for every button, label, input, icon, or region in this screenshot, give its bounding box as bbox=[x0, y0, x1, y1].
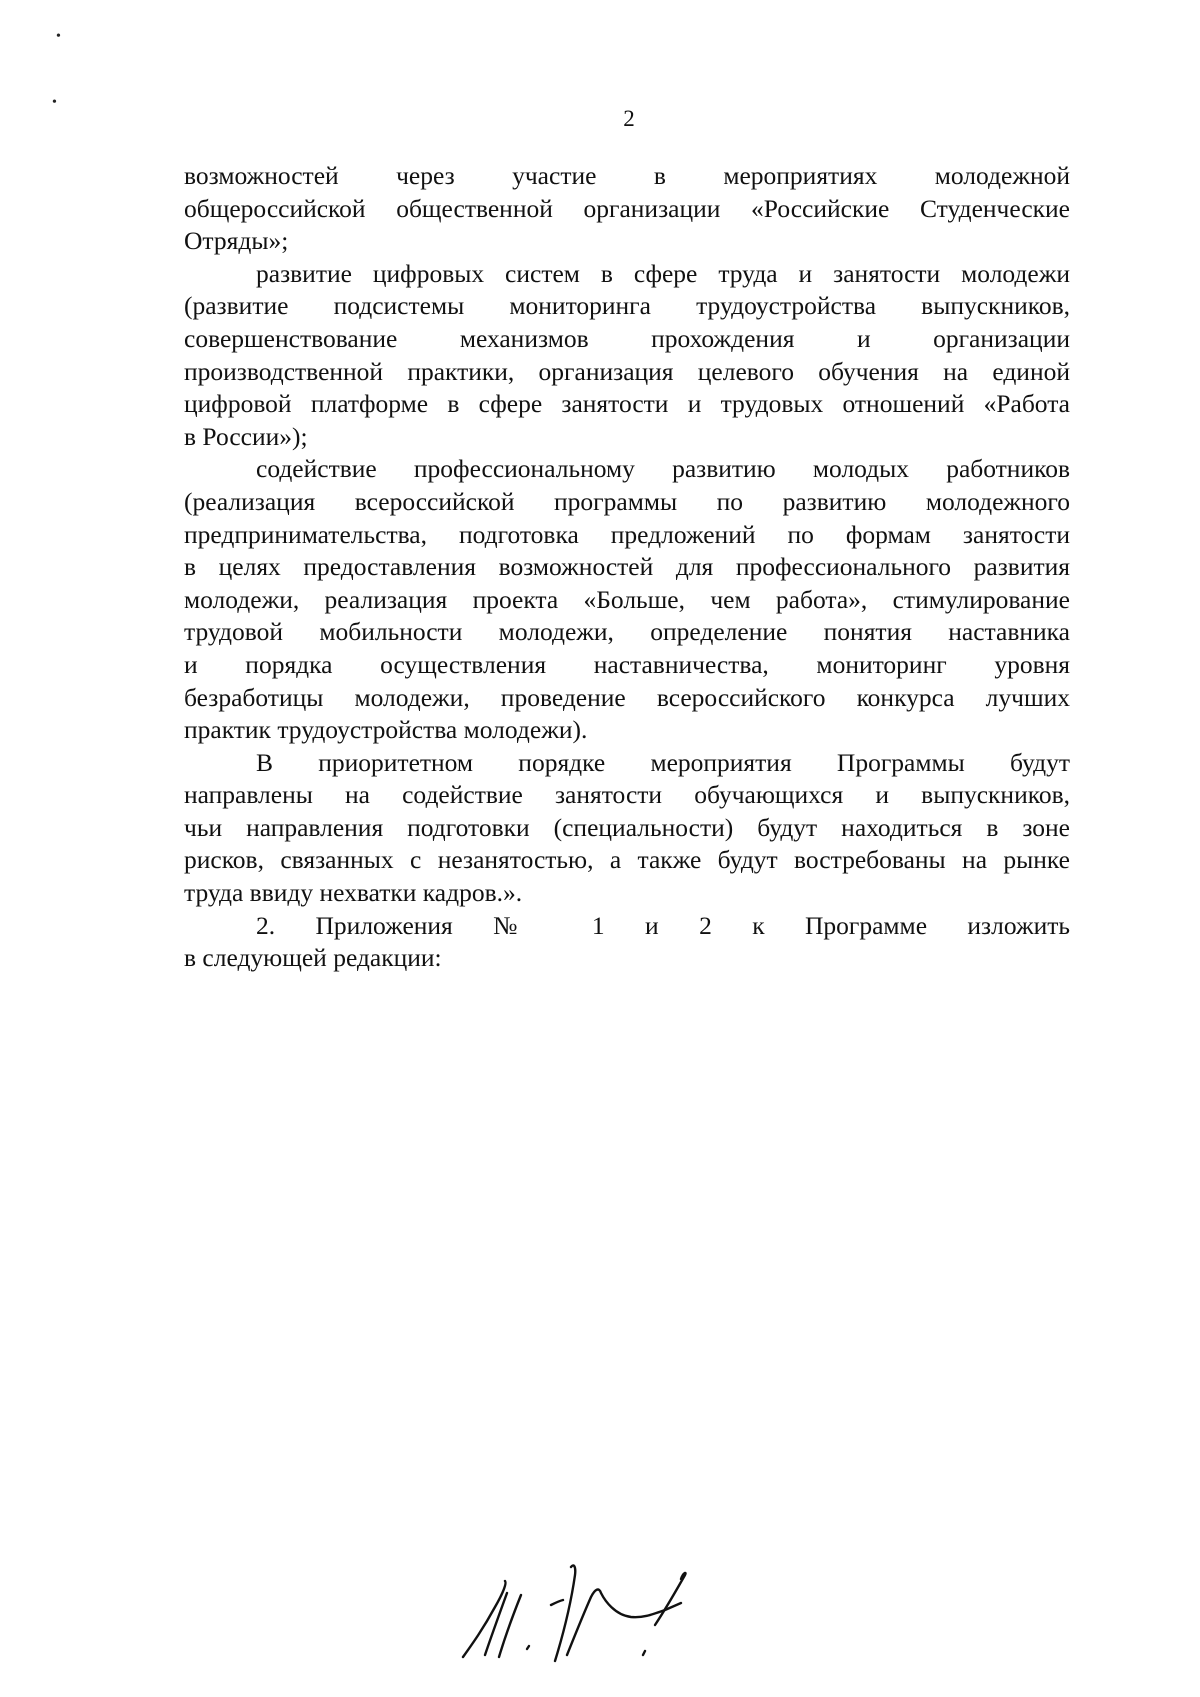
text-line: общероссийской общественной организации «Российские Студенческие bbox=[184, 193, 1070, 223]
text-line: труда ввиду нехватки кадров.». bbox=[184, 878, 523, 908]
page-number: 2 bbox=[623, 106, 635, 131]
scan-artifact-mark: • bbox=[56, 29, 61, 44]
paragraph bbox=[184, 747, 1070, 910]
signature-drawing bbox=[455, 1545, 725, 1665]
text-line: Отряды»; bbox=[184, 226, 289, 256]
text-line: в целях предоставления возможностей для профессионального развития bbox=[184, 552, 1070, 582]
document-body bbox=[184, 160, 1070, 975]
text-line: направлены на содействие занятости обучающихся и выпускников, bbox=[184, 780, 1070, 810]
paragraph bbox=[184, 258, 1070, 454]
text-line: В приоритетном порядке мероприятия Программы будут bbox=[256, 747, 1070, 777]
handwritten-signature bbox=[455, 1545, 725, 1665]
text-line: трудовой мобильности молодежи, определение понятия наставника bbox=[184, 617, 1070, 647]
text-line: практик трудоустройства молодежи). bbox=[184, 715, 588, 745]
paragraph bbox=[184, 160, 1070, 258]
text-line: безработицы молодежи, проведение всероссийского конкурса лучших bbox=[184, 682, 1070, 712]
text-line: и порядка осуществления наставничества, мониторинг уровня bbox=[184, 649, 1070, 679]
text-line: производственной практики, организация целевого обучения на единой bbox=[184, 356, 1070, 386]
scan-artifact-mark: • bbox=[52, 95, 57, 110]
paragraph bbox=[184, 910, 1070, 975]
text-line: (развитие подсистемы мониторинга трудоустройства выпускников, bbox=[184, 291, 1070, 321]
text-line: в России»); bbox=[184, 421, 308, 451]
text-line: в следующей редакции: bbox=[184, 943, 442, 973]
text-line: рисков, связанных с незанятостью, а также будут востребованы на рынке bbox=[184, 845, 1070, 875]
text-line: 2. Приложения № 1 и 2 к Программе изложить bbox=[256, 910, 1070, 940]
text-line: развитие цифровых систем в сфере труда и занятости молодежи bbox=[256, 258, 1070, 288]
text-line: цифровой платформе в сфере занятости и трудовых отношений «Работа bbox=[184, 389, 1070, 419]
text-line: совершенствование механизмов прохождения и организации bbox=[184, 323, 1070, 353]
text-line: молодежи, реализация проекта «Больше, чем работа», стимулирование bbox=[184, 584, 1070, 614]
text-line: возможностей через участие в мероприятиях молодежной bbox=[184, 161, 1070, 190]
text-line: (реализация всероссийской программы по развитию молодежного bbox=[184, 486, 1070, 516]
text-line: предпринимательства, подготовка предложений по формам занятости bbox=[184, 519, 1070, 549]
text-line: чьи направления подготовки (специальности) будут находиться в зоне bbox=[184, 812, 1070, 842]
paragraph bbox=[184, 453, 1070, 746]
text-line: содействие профессиональному развитию молодых работников bbox=[256, 454, 1070, 484]
